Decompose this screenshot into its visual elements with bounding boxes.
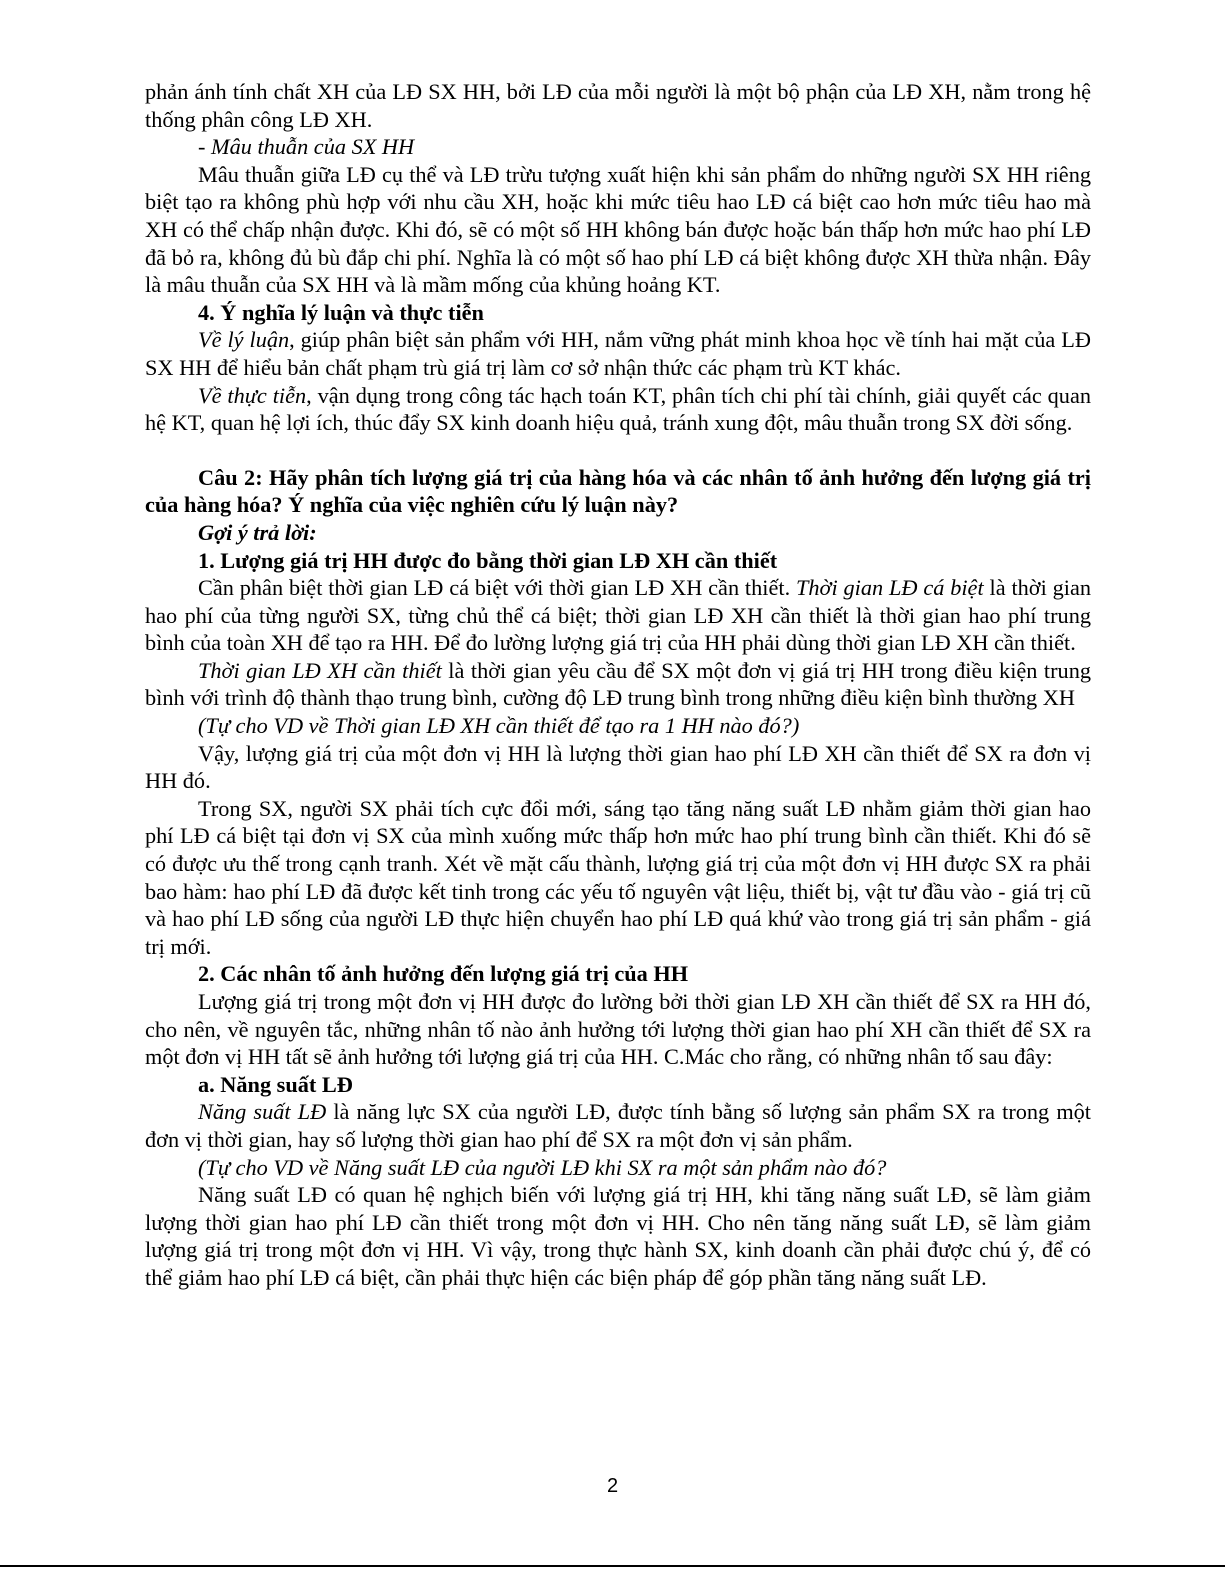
heading-section-a: a. Năng suất LĐ — [198, 1071, 353, 1097]
paragraph-1d: Vậy, lượng giá trị của một đơn vị HH là lượng thời gian hao phí LĐ XH cần thiết để SX ra đơn vị HH đó. — [145, 740, 1091, 794]
paragraph-a2: (Tự cho VD về Năng suất LĐ của người LĐ khi SX ra một sản phẩm nào đó? — [198, 1154, 887, 1180]
paragraph-1a — [145, 574, 1091, 657]
ve-ly-luan-label: Về lý luận — [198, 327, 290, 353]
heading-section-2: 2. Các nhân tố ảnh hưởng đến lượng giá trị của HH — [198, 961, 689, 987]
pa1-text: là năng lực SX của người LĐ, được tính bằng số lượng sản phẩm SX ra trong một đơn vị thời gian, hay số lượng thời gian hao phí để SX ra một đơn vị sản phẩm. — [145, 1099, 1092, 1152]
paragraph-2: Lượng giá trị trong một đơn vị HH được đo lường bởi thời gian LĐ XH cần thiết để SX ra HH đó, cho nên, về nguyên tắc, những nhân tố nào ảnh hưởng tới lượng thời gian hao phí XH cần thiết để SX ra một đơn vị HH tất sẽ ảnh hưởng tới lượng giá trị của HH. C.Mác cho rằng, có những nhân tố sau đây: — [145, 989, 1091, 1070]
heading-section-1: 1. Lượng giá trị HH được đo bằng thời gian LĐ XH cần thiết — [198, 547, 778, 573]
paragraph-mau-thuan: Mâu thuẫn giữa LĐ cụ thể và LĐ trừu tượng xuất hiện khi sản phẩm do những người SX HH riêng biệt tạo ra không phù hợp với nhu cầu XH, hoặc khi mức tiêu hao LĐ cá biệt cao hơn mức tiêu hao mà XH có thể chấp nhận được. Khi đó, sẽ có một số HH không bán được hoặc bán thấp hơn mức hao phí LĐ đã bỏ ra, không đủ bù đắp chi phí. Nghĩa là có một số hao phí LĐ cá biệt không được XH thừa nhận. Đây là mâu thuẫn của SX HH và là mầm mống của khủng hoảng KT. — [145, 161, 1091, 298]
spacer — [145, 437, 1091, 464]
paragraph-ve-ly-luan — [145, 326, 1091, 381]
paragraph-1b — [145, 657, 1091, 712]
document-page — [145, 78, 1091, 1292]
p1a-end: là thời gian hao phí của từng người SX, từng chủ thể cá biệt; thời gian LĐ XH cần thiết là thời gian hao phí trung bình của toàn XH để tạo ra HH. Để đo lường lượng giá trị của HH phải dùng thời gian LĐ XH cần thiết. — [145, 575, 1092, 656]
paragraph-a3: Năng suất LĐ có quan hệ nghịch biến với lượng giá trị HH, khi tăng năng suất LĐ, sẽ làm giảm lượng thời gian hao phí LĐ cần thiết trong một đơn vị HH. Cho nên tăng năng suất LĐ, sẽ làm giảm lượng giá trị trong một đơn vị HH. Vì vậy, trong thực hành SX, kinh doanh cần phải được chú ý, để có thể giảm hao phí LĐ cá biệt, cần phải thực hiện các biện pháp để góp phần tăng năng suất LĐ. — [145, 1182, 1091, 1290]
p1a-italic: Thời gian LĐ cá biệt — [796, 575, 984, 601]
paragraph-intro: phản ánh tính chất XH của LĐ SX HH, bởi LĐ của mỗi người là một bộ phận của LĐ XH, nằm trong hệ thống phân công LĐ XH. — [145, 79, 1091, 132]
paragraph-ve-thuc-tien — [145, 382, 1091, 437]
question-2: Câu 2: Hãy phân tích lượng giá trị của hàng hóa và các nhân tố ảnh hưởng đến lượng giá trị của hàng hóa? Ý nghĩa của việc nghiên cứu lý luận này? — [145, 464, 1091, 518]
p1a-start: Cần phân biệt thời gian LĐ cá biệt với thời gian LĐ XH cần thiết. — [198, 575, 796, 601]
page-number: 2 — [606, 1475, 619, 1497]
p1b-italic: Thời gian LĐ XH cần thiết — [198, 657, 442, 683]
page-bottom-rule — [0, 1565, 1225, 1567]
paragraph-1c: (Tự cho VD về Thời gian LĐ XH cần thiết để tạo ra 1 HH nào đó?) — [198, 713, 800, 739]
p1b-text: là thời gian yêu cầu để SX một đơn vị giá trị HH trong điều kiện trung bình với trình độ thành thạo trung bình, cường độ LĐ trung bình trong những điều kiện bình thường XH — [145, 657, 1091, 711]
heading-section-4: 4. Ý nghĩa lý luận và thực tiễn — [198, 299, 484, 325]
paragraph-a1 — [145, 1098, 1091, 1153]
answer-hint-heading: Gợi ý trả lời: — [198, 519, 317, 545]
heading-mau-thuan: - Mâu thuẫn của SX HH — [198, 134, 415, 160]
ve-thuc-tien-text: , vận dụng trong công tác hạch toán KT, phân tích chi phí tài chính, giải quyết các quan hệ KT, quan hệ lợi ích, thúc đẩy SX kinh doanh hiệu quả, tránh xung đột, mâu thuẫn trong SX đời sống. — [145, 382, 1091, 436]
ve-ly-luan-text: , giúp phân biệt sản phẩm với HH, nắm vững phát minh khoa học về tính hai mặt của LĐ SX HH để hiểu bản chất phạm trù giá trị làm cơ sở nhận thức các phạm trù KT khác. — [145, 327, 1091, 380]
pa1-italic: Năng suất LĐ — [198, 1099, 327, 1125]
ve-thuc-tien-label: Về thực tiễn — [198, 382, 307, 408]
paragraph-1e: Trong SX, người SX phải tích cực đổi mới, sáng tạo tăng năng suất LĐ nhằm giảm thời gian hao phí LĐ cá biệt tại đơn vị SX của mình xuống mức thấp hơn mức hao phí trung bình cần thiết. Khi đó sẽ có được ưu thế trong cạnh tranh. Xét về mặt cấu thành, lượng giá trị của một đơn vị HH được SX ra phải bao hàm: hao phí LĐ đã được kết tinh trong các yếu tố nguyên vật liệu, thiết bị, vật tư đầu vào - giá trị cũ và hao phí LĐ sống của người LĐ thực hiện chuyển hao phí LĐ quá khứ vào trong giá trị sản phẩm - giá trị mới. — [145, 795, 1091, 959]
